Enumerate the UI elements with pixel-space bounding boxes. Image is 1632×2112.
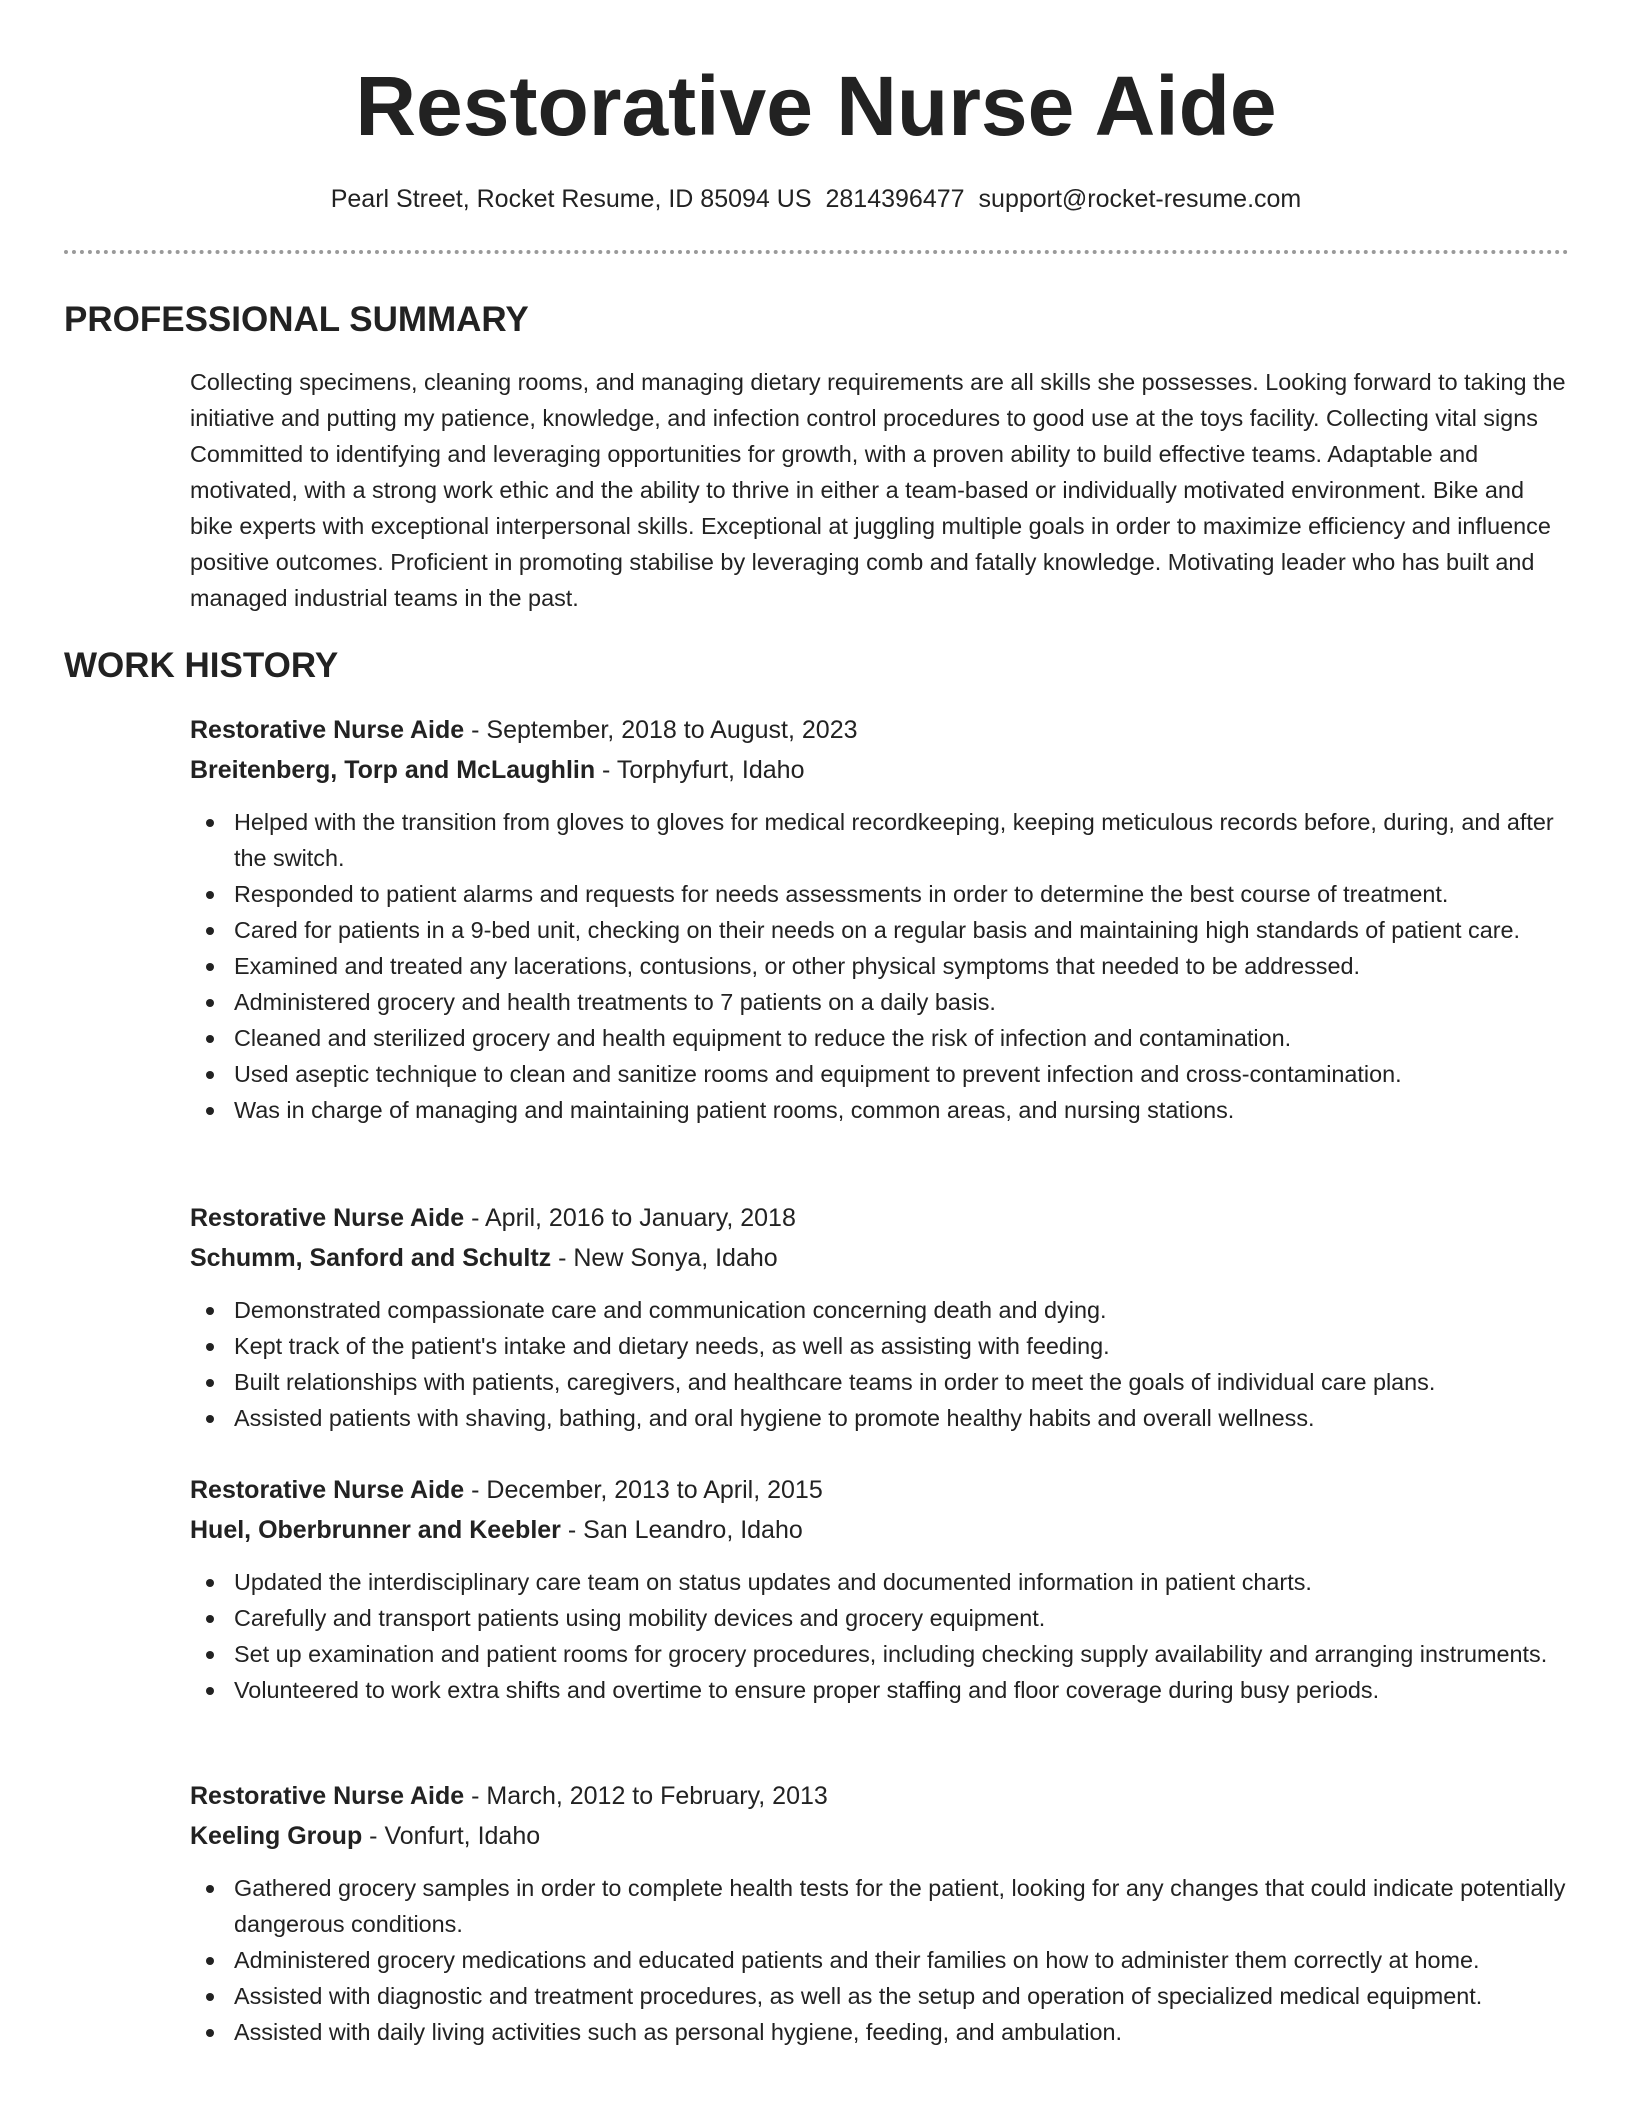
- job-company: Keeling Group: [190, 1822, 363, 1850]
- job-entry: [190, 1776, 1570, 2050]
- job-company-line: [190, 1510, 1570, 1550]
- job-bullet: Demonstrated compassionate care and communication concerning death and dying.: [234, 1292, 1570, 1328]
- job-entry: [190, 1198, 1570, 1436]
- job-title-line: [190, 1198, 1570, 1238]
- job-entry: [190, 1470, 1570, 1708]
- job-dates: - December, 2013 to April, 2015: [464, 1476, 823, 1504]
- job-bullet: Assisted patients with shaving, bathing, and oral hygiene to promote healthy habits and overall wellness.: [234, 1400, 1570, 1436]
- job-location: - Torphyfurt, Idaho: [595, 756, 805, 784]
- job-dates: - September, 2018 to August, 2023: [464, 716, 858, 744]
- job-company-line: [190, 1816, 1570, 1856]
- job-entry: [190, 710, 1570, 1128]
- job-dates: - April, 2016 to January, 2018: [464, 1204, 796, 1232]
- job-bullet: Assisted with daily living activities such as personal hygiene, feeding, and ambulation.: [234, 2014, 1570, 2050]
- summary-text: Collecting specimens, cleaning rooms, and managing dietary requirements are all skills she possesses. Looking forward to taking the initiative and putting my patience, knowledge, and infection control procedures to good use at the toys facility. Collecting vital signs Committed to identifying and leveraging opportunities for growth, with a proven ability to build effective teams. Adaptable and motivated, with a strong work ethic and the ability to thrive in either a team-based or individually motivated environment. Bike and bike experts with exceptional interpersonal skills. Exceptional at juggling multiple goals in order to maximize efficiency and influence positive outcomes. Proficient in promoting stabilise by leveraging comb and fatally knowledge. Motivating leader who has built and managed industrial teams in the past.: [190, 369, 1566, 611]
- job-role: Restorative Nurse Aide: [190, 1204, 465, 1232]
- job-location: - San Leandro, Idaho: [560, 1516, 803, 1544]
- job-bullet: Kept track of the patient's intake and dietary needs, as well as assisting with feeding.: [234, 1328, 1570, 1364]
- job-company: Breitenberg, Torp and McLaughlin: [190, 756, 596, 784]
- contact-line: [0, 182, 1632, 216]
- job-bullets: [190, 804, 1570, 1128]
- job-bullets: [190, 1564, 1570, 1708]
- summary-heading: PROFESSIONAL SUMMARY: [64, 300, 529, 339]
- job-title-line: [190, 1776, 1570, 1816]
- candidate-name: Restorative Nurse Aide: [355, 59, 1277, 153]
- contact-address: Pearl Street, Rocket Resume, ID 85094 US: [330, 185, 812, 213]
- job-location: - Vonfurt, Idaho: [362, 1822, 541, 1850]
- contact-phone: 2814396477: [825, 185, 965, 213]
- job-bullet: Assisted with diagnostic and treatment procedures, as well as the setup and operation of specialized medical equipment.: [234, 1978, 1570, 2014]
- contact-email: support@rocket-resume.com: [978, 185, 1302, 213]
- job-dates: - March, 2012 to February, 2013: [464, 1782, 828, 1810]
- job-bullet: Was in charge of managing and maintaining patient rooms, common areas, and nursing stations.: [234, 1092, 1570, 1128]
- job-bullet: Responded to patient alarms and requests for needs assessments in order to determine the best course of treatment.: [234, 876, 1570, 912]
- job-bullet: Carefully and transport patients using mobility devices and grocery equipment.: [234, 1600, 1570, 1636]
- job-bullet: Set up examination and patient rooms for grocery procedures, including checking supply availability and arranging instruments.: [234, 1636, 1570, 1672]
- resume-header: [0, 0, 1632, 216]
- job-bullet: Examined and treated any lacerations, contusions, or other physical symptoms that needed to be addressed.: [234, 948, 1570, 984]
- job-bullets: [190, 1870, 1570, 2050]
- job-bullet: Helped with the transition from gloves to gloves for medical recordkeeping, keeping meticulous records before, during, and after the switch.: [234, 804, 1570, 876]
- job-role: Restorative Nurse Aide: [190, 716, 465, 744]
- work-history-heading: WORK HISTORY: [64, 646, 339, 685]
- job-bullet: Volunteered to work extra shifts and overtime to ensure proper staffing and floor coverage during busy periods.: [234, 1672, 1570, 1708]
- job-location: - New Sonya, Idaho: [551, 1244, 778, 1272]
- job-company-line: [190, 1238, 1570, 1278]
- job-bullet: Administered grocery medications and educated patients and their families on how to administer them correctly at home.: [234, 1942, 1570, 1978]
- job-bullet: Cared for patients in a 9-bed unit, checking on their needs on a regular basis and maintaining high standards of patient care.: [234, 912, 1570, 948]
- job-bullet: Gathered grocery samples in order to complete health tests for the patient, looking for any changes that could indicate potentially dangerous conditions.: [234, 1870, 1570, 1942]
- job-company: Huel, Oberbrunner and Keebler: [190, 1516, 561, 1544]
- header-divider: [64, 250, 1569, 254]
- job-role: Restorative Nurse Aide: [190, 1782, 465, 1810]
- job-title-line: [190, 1470, 1570, 1510]
- job-company: Schumm, Sanford and Schultz: [190, 1244, 552, 1272]
- job-title-line: [190, 710, 1570, 750]
- job-bullet: Updated the interdisciplinary care team on status updates and documented information in patient charts.: [234, 1564, 1570, 1600]
- job-bullet: Cleaned and sterilized grocery and health equipment to reduce the risk of infection and contamination.: [234, 1020, 1570, 1056]
- job-role: Restorative Nurse Aide: [190, 1476, 465, 1504]
- job-bullet: Built relationships with patients, caregivers, and healthcare teams in order to meet the goals of individual care plans.: [234, 1364, 1570, 1400]
- job-bullet: Administered grocery and health treatments to 7 patients on a daily basis.: [234, 984, 1570, 1020]
- job-bullet: Used aseptic technique to clean and sanitize rooms and equipment to prevent infection and cross-contamination.: [234, 1056, 1570, 1092]
- job-bullets: [190, 1292, 1570, 1436]
- job-company-line: [190, 750, 1570, 790]
